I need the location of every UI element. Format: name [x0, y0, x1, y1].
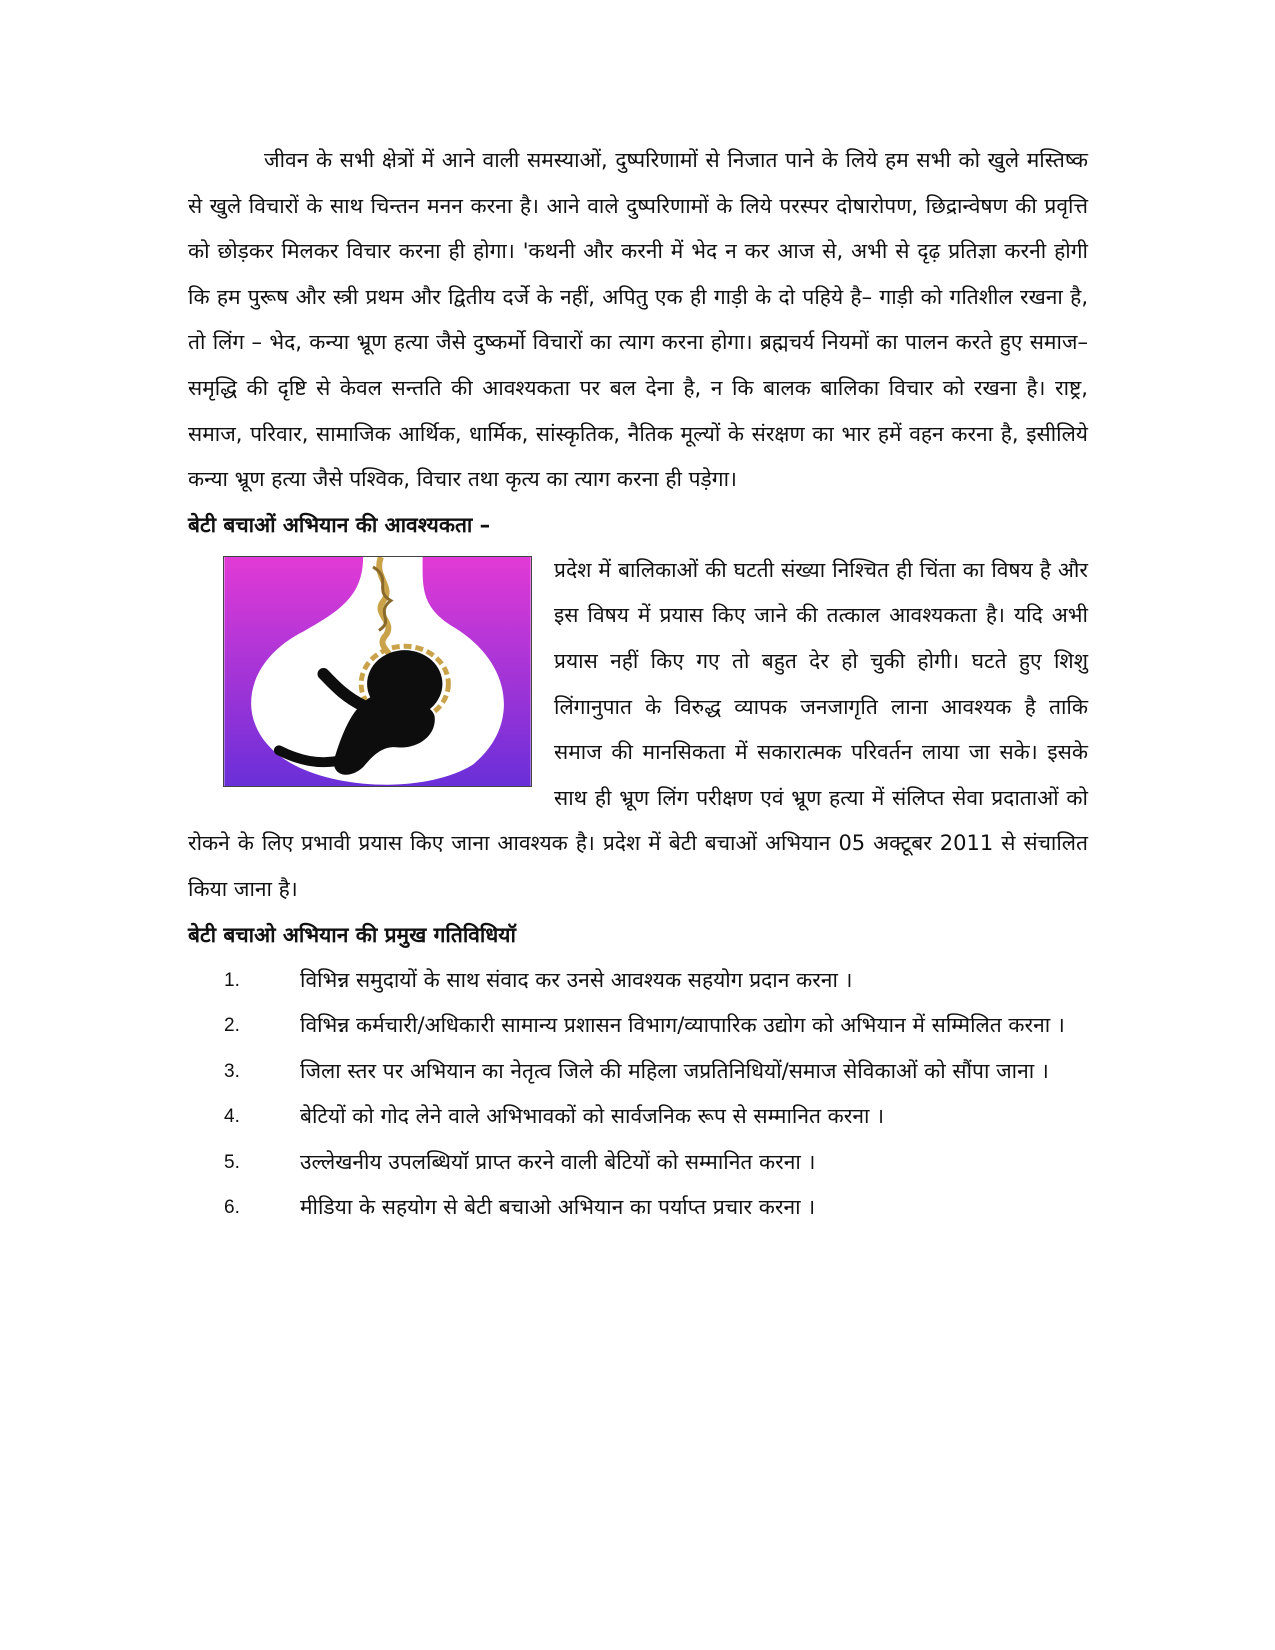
document-page: [188, 138, 1088, 1231]
list-number: 1.: [224, 969, 240, 991]
list-text: जिला स्तर पर अभियान का नेतृत्व जिले की महिला जप्रतिनिधियों/समाज सेविकाओं को सौंपा जाना ।: [300, 1058, 1049, 1083]
fetus-noose-image: [223, 556, 532, 787]
list-item: [188, 1049, 1088, 1095]
list-item: [188, 1003, 1088, 1049]
list-number: 6.: [224, 1197, 240, 1219]
list-item: [188, 1185, 1088, 1231]
list-number: 2.: [224, 1015, 240, 1037]
activities-list: [188, 958, 1088, 1232]
fetus-noose-icon: [224, 557, 531, 786]
list-text: विभिन्न कर्मचारी/अधिकारी सामान्य प्रशासन विभाग/व्यापारिक उद्योग को अभियान में सम्मिलित करना ।: [300, 1013, 1065, 1038]
list-text: उल्लेखनीय उपलब्धियॉ प्राप्त करने वाली बेटियों को सम्मानित करना ।: [300, 1149, 816, 1174]
list-number: 4.: [224, 1106, 240, 1128]
need-paragraph: प्रदेश में बालिकाओं की घटती संख्या निश्चित ही चिंता का विषय है और इस विषय में प्रयास किए जाने की तत्काल आवश्यकता है। यदि अभी प्रयास नहीं किए गए तो बहुत देर हो चुकी होगी। घटते हुए शिशु लिंगानुपात के विरुद्ध व्यापक जनजागृति लाना आवश्यक है ताकि समाज की मानसिकता में सकारात्मक परिवर्तन लाया जा सके। इसके साथ ही भ्रूण लिंग परीक्षण एवं भ्रूण हत्या में संलिप्त सेवा प्रदाताओं को रोकने के लिए प्रभावी प्रयास किए जाना आवश्यक है। प्रदेश में बेटी बचाओं अभियान 05 अक्टूबर 2011 से संचालित किया जाना है।: [188, 557, 1088, 901]
section-heading-activities: बेटी बचाओ अभियान की प्रमुख गतिविधियॉ: [188, 922, 516, 947]
list-item: [188, 1140, 1088, 1186]
list-item: [188, 958, 1088, 1004]
list-number: 3.: [224, 1060, 240, 1082]
list-number: 5.: [224, 1151, 240, 1173]
list-text: बेटियों को गोद लेने वाले अभिभावकों को सार्वजनिक रूप से सम्मानित करना ।: [300, 1104, 885, 1129]
intro-paragraph: जीवन के सभी क्षेत्रों में आने वाली समस्याओं, दुष्परिणामों से निजात पाने के लिये हम सभी को खुले मस्तिष्क से खुले विचारों के साथ चिन्तन मनन करना है। आने वाले दुष्परिणामों के लिये परस्पर दोषारोपण, छिद्रान्वेषण की प्रवृत्ति को छोड़कर मिलकर विचार करना ही होगा। 'कथनी और करनी में भेद न कर आज से, अभी से दृढ़ प्रतिज्ञा करनी होगी कि हम पुरूष और स्त्री प्रथम और द्वितीय दर्जे के नहीं, अपितु एक ही गाड़ी के दो पहिये है– गाड़ी को गतिशील रखना है, तो लिंग – भेद, कन्या भ्रूण हत्या जैसे दुष्कर्मो विचारों का त्याग करना होगा। ब्रह्मचर्य नियमों का पालन करते हुए समाज–समृद्धि की दृष्टि से केवल सन्तति की आवश्यकता पर बल देना है, न कि बालक बालिका विचार को रखना है। राष्ट्र, समाज, परिवार, सामाजिक आर्थिक, धार्मिक, सांस्कृतिक, नैतिक मूल्यों के संरक्षण का भार हमें वहन करना है, इसीलिये कन्या भ्रूण हत्या जैसे पश्विक, विचार तथा कृत्य का त्याग करना ही पड़ेगा।: [188, 148, 1088, 492]
section-heading-need: बेटी बचाओं अभियान की आवश्यकता –: [188, 512, 491, 537]
list-text: विभिन्न समुदायों के साथ संवाद कर उनसे आवश्यक सहयोग प्रदान करना ।: [300, 967, 853, 992]
list-item: [188, 1094, 1088, 1140]
list-text: मीडिया के सहयोग से बेटी बचाओ अभियान का पर्याप्त प्रचार करना ।: [300, 1195, 816, 1220]
